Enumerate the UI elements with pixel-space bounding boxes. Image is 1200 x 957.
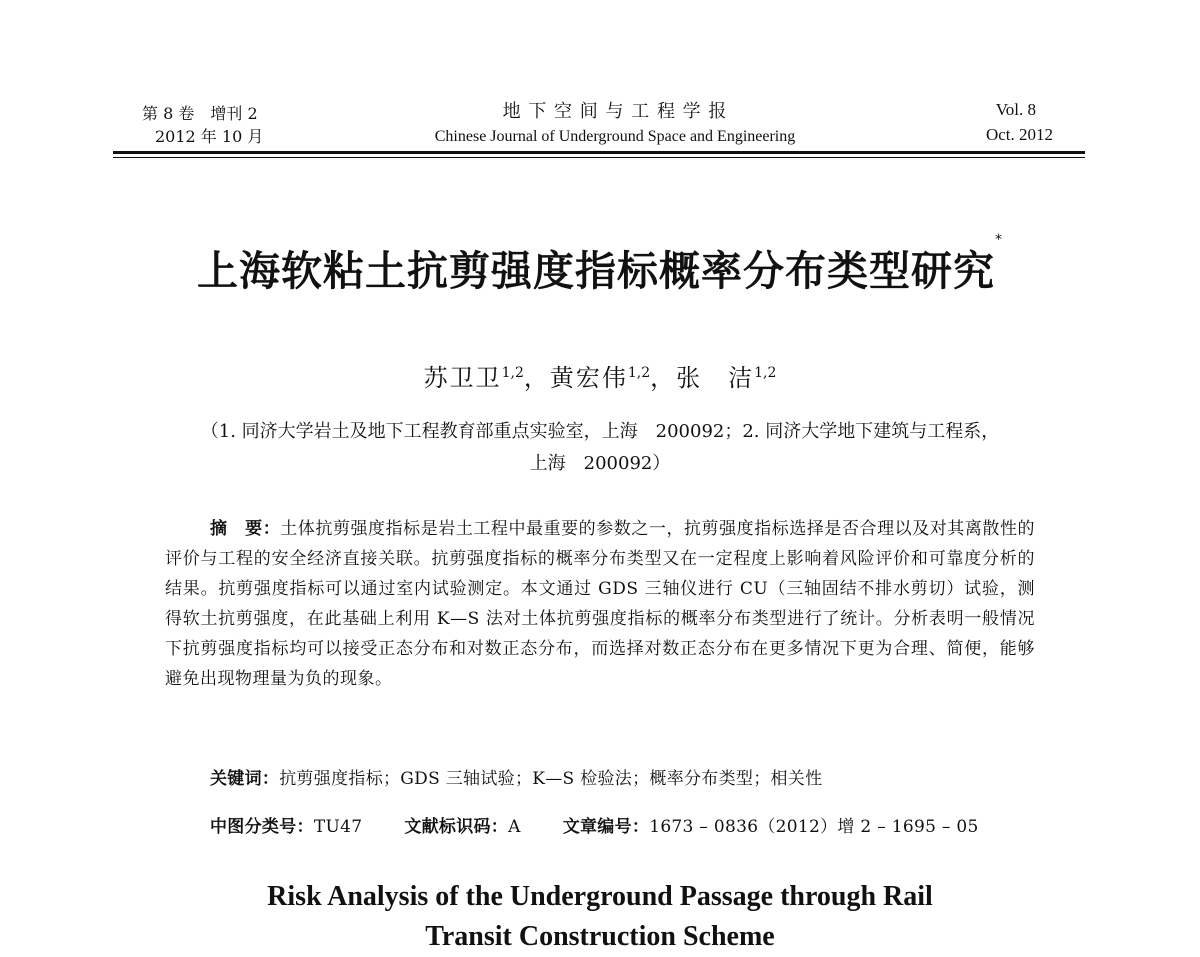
english-title-line-2: Transit Construction Scheme (425, 921, 775, 952)
date-en: Oct. 2012 (985, 125, 1053, 144)
author-name: 苏卫卫 (423, 364, 502, 392)
keywords-text: 抗剪强度指标；GDS 三轴试验；K—S 检验法；概率分布类型；相关性 (279, 769, 823, 789)
article-number-value: 1673 – 0836（2012）增 2 – 1695 – 05 (649, 817, 979, 837)
paper-title-text: 上海软粘土抗剪强度指标概率分布类型研究 (197, 247, 995, 295)
author-name: 黄宏伟 (549, 364, 628, 392)
english-title-line-1: Risk Analysis of the Underground Passage through Rail (267, 881, 933, 912)
authors (0, 358, 1200, 393)
author-separator: ， (650, 364, 677, 392)
english-title (0, 877, 1200, 957)
doc-code-label: 文献标识码： (404, 817, 509, 837)
abstract-text: 土体抗剪强度指标是岩土工程中最重要的参数之一，抗剪强度指标选择是否合理以及对其离散性的评价与工程的安全经济直接关联。抗剪强度指标的概率分布类型又在一定程度上影响着风险评价和可靠度分析的结果。抗剪强度指标可以通过室内试验测定。本文通过 GDS 三轴仪进行 CU（三轴固结不排水剪切）试验，测得软土抗剪强度，在此基础上利用 K—S 法对土体抗剪强度指标的概率分布类型进行了统计。分析表明一般情况下抗剪强度指标均可以接受正态分布和对数正态分布，而选择对数正态分布在更多情况下更为合理、简便，能够避免出现物理量为负的现象。 (165, 519, 1036, 689)
clc-label: 中图分类号： (210, 817, 314, 837)
classification-line (210, 812, 979, 837)
date-cn: 2012 年 10 月 (155, 127, 264, 146)
header-rule-thick (113, 151, 1085, 154)
clc-value: TU47 (313, 817, 363, 837)
volume-en: Vol. 8 (995, 100, 1036, 119)
paper-title (0, 232, 1200, 297)
author-affiliation-mark: 1,2 (754, 365, 777, 381)
keywords (210, 764, 822, 789)
affiliation-line-2: 上海 200092） (529, 453, 671, 474)
author-affiliation-mark: 1,2 (627, 365, 651, 381)
volume-issue-cn: 第 8 卷 增刊 2 (142, 104, 258, 123)
header-rule-thin (113, 157, 1085, 158)
author-separator: ， (523, 364, 550, 392)
doc-code-value: A (508, 817, 521, 837)
affiliations (120, 416, 1080, 480)
affiliation-line-1: （1. 同济大学岩土及地下工程教育部重点实验室，上海 200092；2. 同济大学地下建筑与工程系， (200, 421, 1000, 442)
article-number-label: 文章编号： (562, 817, 650, 837)
keywords-label: 关键词： (210, 769, 280, 789)
title-footnote-mark: * (995, 232, 1003, 248)
journal-name-cn: 地 下 空 间 与 工 程 学 报 (502, 101, 728, 122)
author-name: 张 洁 (676, 364, 755, 392)
author-affiliation-mark: 1,2 (501, 365, 524, 381)
abstract-label: 摘 要： (210, 519, 281, 539)
abstract (165, 514, 1035, 694)
journal-name-en: Chinese Journal of Underground Space and Engineering (434, 128, 796, 145)
